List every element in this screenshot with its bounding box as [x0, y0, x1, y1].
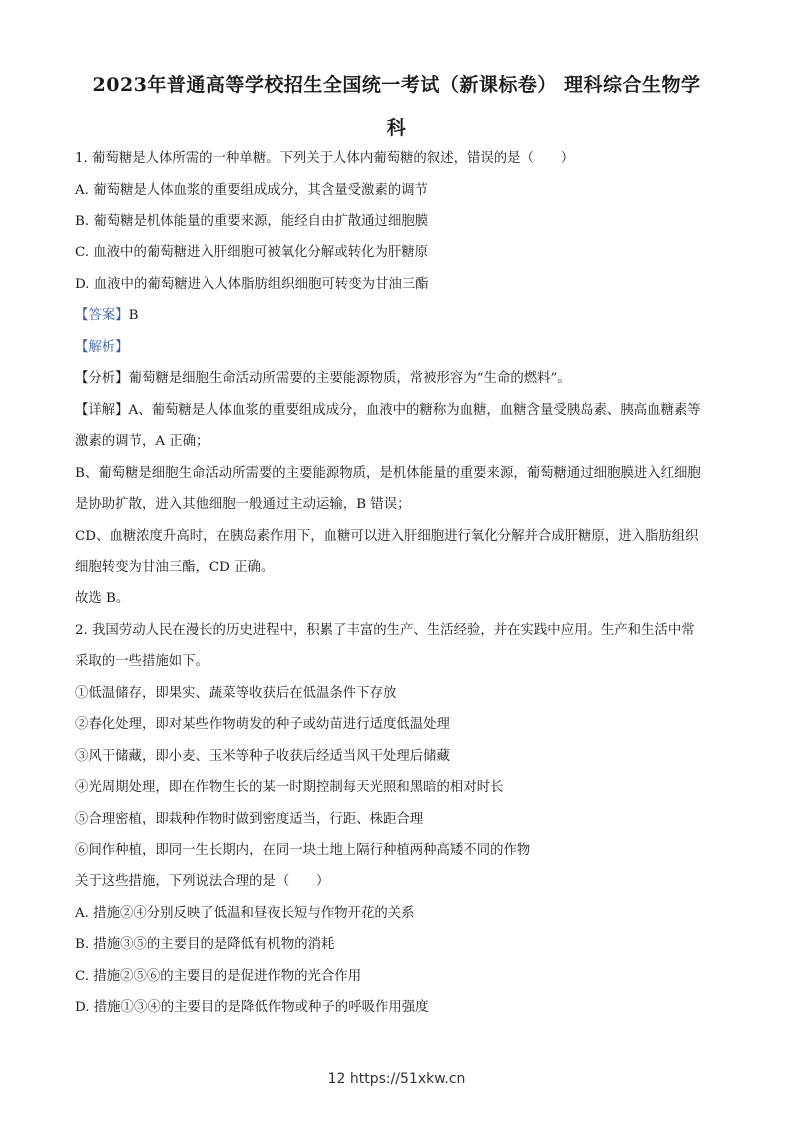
q1-option-c: C. 血液中的葡萄糖进入肝细胞可被氧化分解或转化为肝糖原: [75, 245, 429, 260]
answer-value: B: [128, 308, 139, 323]
q2-measure-3: ③风干储藏，即小麦、玉米等种子收获后经适当风干处理后储藏: [75, 749, 450, 764]
q1-conclusion: 故选 B。: [75, 591, 130, 606]
q2-measure-6: ⑥间作种植，即同一生长期内，在同一块土地上隔行种植两种高矮不同的作物: [75, 843, 531, 858]
q1-option-d: D. 血液中的葡萄糖进入人体脂肪组织细胞可转变为甘油三酯: [75, 277, 429, 292]
q1-detail-line-6: 细胞转变为甘油三酯，CD 正确。: [75, 560, 275, 575]
analysis-tag: 【解析】: [75, 340, 129, 355]
answer-tag: 【答案】: [75, 308, 129, 323]
q1-fenxi: 【分析】葡萄糖是细胞生命活动所需要的主要能源物质，常被形容为“生命的燃料”。: [75, 371, 571, 386]
page-footer: 12 https://51xkw.cn: [327, 1071, 466, 1087]
q1-detail-line-1: 【详解】A、葡萄糖是人体血浆的重要组成成分，血液中的糖称为血糖，血糖含量受胰岛素、胰高血糖素等: [75, 403, 701, 418]
q2-stem-line-2: 采取的一些措施如下。: [75, 654, 209, 669]
q2-measure-4: ④光周期处理，即在作物生长的某一时期控制每天光照和黑暗的相对时长: [75, 780, 504, 795]
q2-question: 关于这些措施，下列说法合理的是（ ）: [75, 874, 330, 889]
page-title: 2023年普通高等学校招生全国统一考试（新课标卷） 理科综合生物学: [92, 74, 701, 96]
q1-detail-line-5: CD、血糖浓度升高时，在胰岛素作用下，血糖可以进入肝细胞进行氧化分解并合成肝糖原，进入脂肪组织: [75, 529, 699, 544]
q1-option-b: B. 葡萄糖是机体能量的重要来源，能经自由扩散通过细胞膜: [75, 214, 429, 229]
q2-measure-2: ②春化处理，即对某些作物萌发的种子或幼苗进行适度低温处理: [75, 717, 450, 732]
q2-measure-5: ⑤合理密植，即栽种作物时做到密度适当，行距、株距合理: [75, 812, 424, 827]
q1-detail-line-4: 是协助扩散，进入其他细胞一般通过主动运输，B 错误；: [75, 497, 411, 512]
q2-option-a: A. 措施②④分别反映了低温和昼夜长短与作物开花的关系: [75, 906, 415, 921]
q1-stem: 1. 葡萄糖是人体所需的一种单糖。下列关于人体内葡萄糖的叙述，错误的是（ ）: [75, 151, 575, 166]
q2-option-d: D. 措施①③④的主要目的是降低作物或种子的呼吸作用强度: [75, 1000, 429, 1015]
page-title-continued: 科: [386, 117, 407, 139]
q2-option-b: B. 措施③⑤的主要目的是降低有机物的消耗: [75, 937, 335, 952]
q1-detail-line-2: 激素的调节，A 正确；: [75, 434, 210, 449]
q2-option-c: C. 措施②⑤⑥的主要目的是促进作物的光合作用: [75, 969, 362, 984]
q2-stem-line-1: 2. 我国劳动人民在漫长的历史进程中，积累了丰富的生产、生活经验，并在实践中应用。生产和生活中常: [75, 623, 695, 638]
q1-answer: [75, 307, 730, 325]
q1-option-a: A. 葡萄糖是人体血浆的重要组成成分，其含量受激素的调节: [75, 183, 428, 198]
q1-detail-line-3: B、葡萄糖是细胞生命活动所需要的主要能源物质，是机体能量的重要来源，葡萄糖通过细胞膜进入红细胞: [75, 466, 701, 481]
q2-measure-1: ①低温储存，即果实、蔬菜等收获后在低温条件下存放: [75, 686, 397, 701]
